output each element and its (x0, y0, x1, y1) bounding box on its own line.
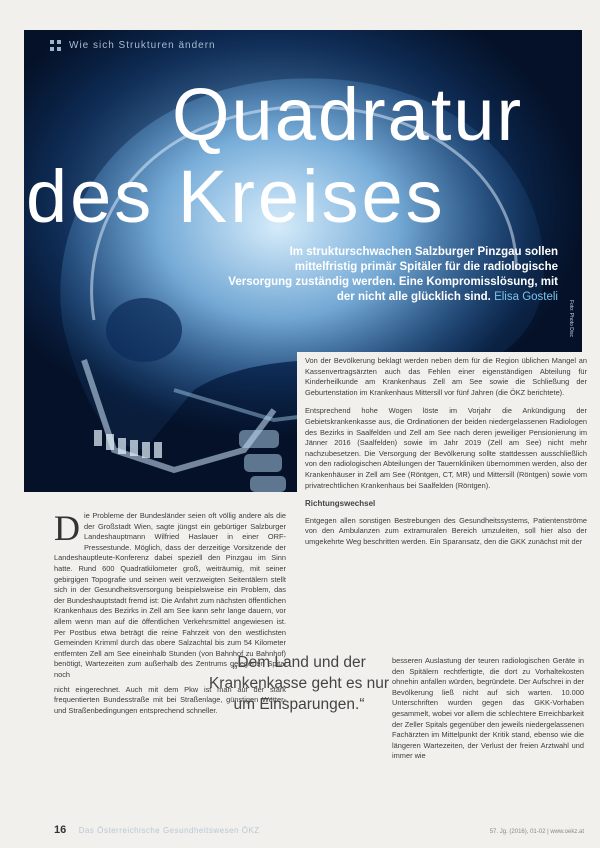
paragraph: Entgegen allen sonstigen Bestrebungen des Gesundheitssystems, Patientenströme von den Ambulanzen zum extramuralen Bereich umzuleiten, soll hier also der umgekehrte Weg beschritten werden. Ein Sparansatz, den die GKK zunächst mit der (305, 515, 587, 546)
lead-paragraph (228, 245, 558, 305)
drop-cap: D (54, 508, 80, 548)
rubric-label: Wie sich Strukturen ändern (69, 40, 216, 51)
right-column-bottom (392, 656, 584, 770)
headline-line-1: Quadratur (172, 73, 524, 156)
subheading: Richtungswechsel (305, 499, 376, 509)
lead-text: Im strukturschwachen Salzburger Pinzgau sollen mittelfristig primär Spitäler für die radiologische Versorgung zuständig werden. Eine Kompromisslösung, mit der nicht alle glücklich sind. (228, 246, 558, 303)
magazine-name: Das Österreichische Gesundheitswesen ÖKZ (78, 826, 260, 835)
pull-quote: „Dem Land und der Krankenkasse geht es nur um Einsparungen.“ (208, 654, 390, 713)
paragraph: besseren Auslastung der teuren radiologischen Geräte in den Spitälern rechtfertigte, die dort zu Vorhaltekosten ohnehin anfallen würden, begründete. Der Aufschrei in der Bevölkerung ließ nicht auf sich warten. 10.000 Unterschriften wurden gegen das GKK-Vorhaben gesammelt, wobei vor allem die schlechtere Erreichbarkeit der Zeller Spitals gegenüber den jeweils niedergelassenen Fachärzten im Mittelpunkt der Kritik stand, ebenso wie die längeren Wartezeiten, der Verlust der freien Arztwahl und immer wie (392, 656, 584, 761)
photo-credit: Foto: Photo Disc (568, 300, 574, 337)
right-column-top (297, 352, 593, 556)
issue-info: 57. Jg. (2016), 01-02 | www.oekz.at (489, 829, 584, 835)
paragraph: Von der Bevölkerung beklagt werden neben dem für die Region üblichen Mangel an Kassenvertragsärzten auch das Fehlen einer eigenständigen Abteilung für Kinderheilkunde am Krankenhaus Zell am See sowie die Schließung der Geburtenstation im Krankenhaus Mittersill vor fünf Jahren (die ÖKZ berichtete). (305, 356, 587, 397)
grid-squares-icon (50, 40, 61, 51)
paragraph: nicht eingerechnet. Auch mit dem Pkw ist man auf der stark frequentierten Bundesstraße mit bei Straßenlage, günstigen Wetter- und Straßenbedingungen entsprechend schneller. (54, 684, 286, 715)
headline-line-2: des Kreises (26, 155, 446, 238)
section-rubric (50, 40, 216, 51)
paragraph: Entsprechend hohe Wogen löste im Vorjahr die Ankündigung der Gebietskrankenkasse aus, die Ordinationen der beiden niedergelassenen Radiologen des Bezirks in Saalfelden und Zell am See nach deren jeweiliger Pensionierung im Jänner 2016 (Saalfelden) sowie im Jahr 2019 (Zell am See) nicht mehr nachzubesetzen. Die Versorgung der Bevölkerung sollte stattdessen ausschließlich von den radiologischen Abteilungen der Tauernkliniken übernommen werden, also der Krankenhäuser in Zell am See (Röntgen, CT, MR) und Mittersill (Röntgen) sowie vom privatrechtlichen Krankenhaus bei Saalfelden (Röntgen). (305, 406, 587, 490)
author-name: Elisa Gosteli (494, 291, 558, 303)
page-number: 16 (54, 824, 67, 836)
paragraph: ie Probleme der Bundesländer seien oft völlig andere als die der Großstadt Wien, sagte jüngst ein gebürtiger Salzburger Landeshauptmann Wilfried Haslauer in einer ORF-Pressestunde. Möglich, dass der derzeitige Vorsitzende der Landeshauptleute-Konferenz dabei speziell den Pinzgau im Sinn hatte. Rund 600 Quadratkilometer groß, weiträumig, mit seiner gebirgigen Topografie und seinen weit verzweigten Seitentälern stellt sich in der Gesundheitsversorgung beispielsweise ein Problem, das der Bundeshauptstadt fremd ist: Die Anfahrt zum nächsten öffentlichen Krankenhaus des Bezirks in Zell am See kann sehr lange dauern, vor allem wenn man auf die öffentlichen Verkehrsmittel angewiesen ist. Per Postbus etwa beträgt die reine Fahrzeit von den westlichsten Gemeinden Krimml durch das obere Salzachtal bis zum 54 Kilometer entfernten Zell am See eineinhalb Stunden (von Bahnhof zu Bahnhof) benötigt, Wartezeiten zum außerhalb des Zentrums gelegenen Spital noch (54, 511, 286, 679)
page-footer (54, 820, 584, 838)
